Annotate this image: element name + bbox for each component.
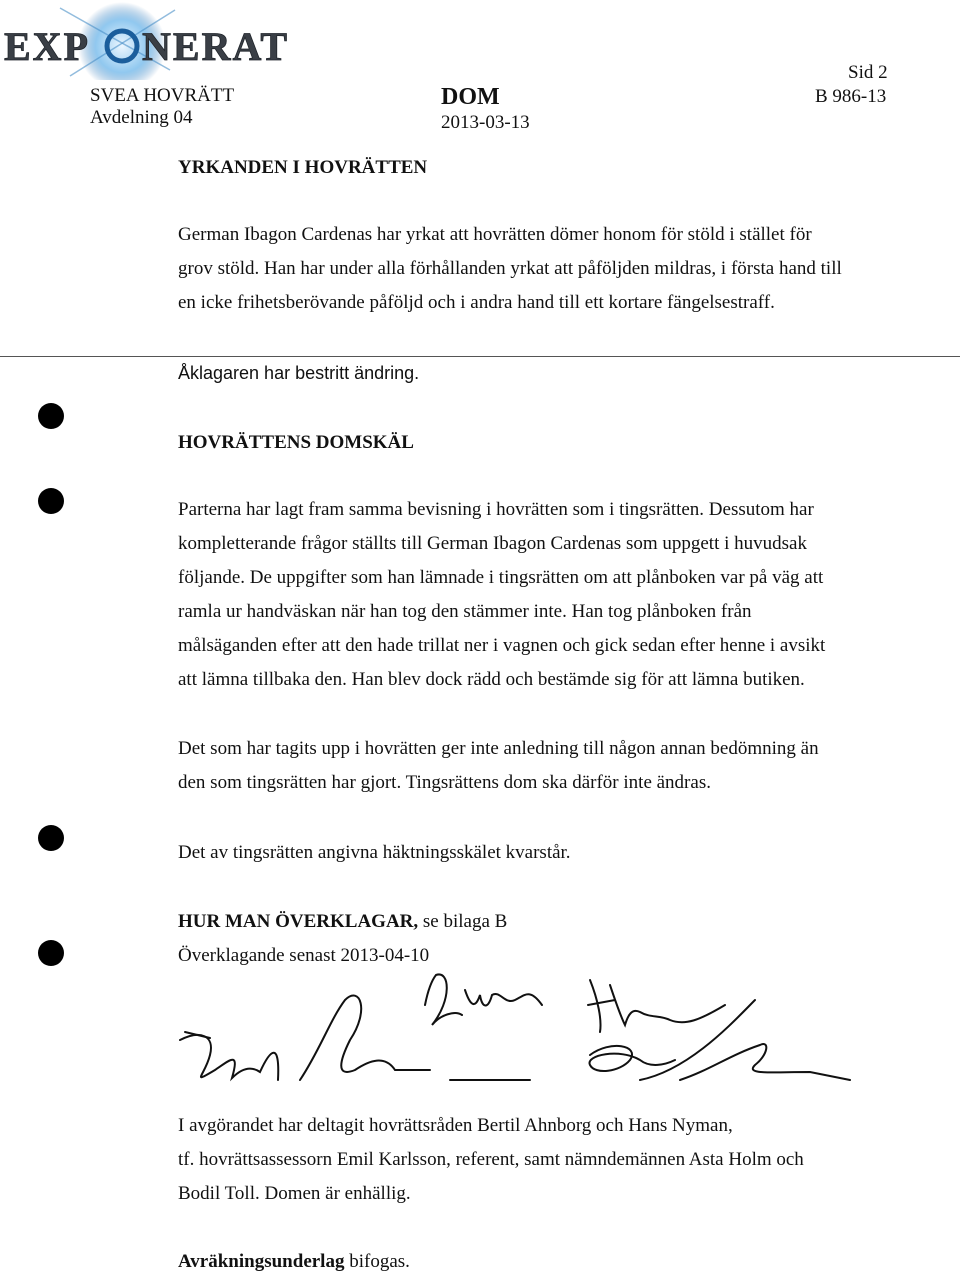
- document-type: DOM: [441, 84, 500, 110]
- detention-line: Det av tingsrätten angivna häktningsskälet kvarstår.: [178, 842, 571, 863]
- attachment-note: [178, 1252, 410, 1271]
- prosecutor-statement: Åklagaren har bestritt ändring.: [178, 363, 420, 383]
- svg-text:EXP: EXP: [4, 24, 90, 69]
- reasons-paragraph-2: [178, 732, 898, 800]
- reasons-line: den som tingsrätten har gjort. Tingsrättens dom ska därför inte ändras.: [178, 772, 711, 793]
- reasons-line: kompletterande frågor ställts till German Ibagon Cardenas som uppgett i huvudsak: [178, 533, 807, 554]
- case-number: B 986-13: [815, 86, 887, 107]
- divider-line: [0, 356, 960, 357]
- reasons-line: Det som har tagits upp i hovrätten ger inte anledning till någon annan bedömning än: [178, 738, 819, 759]
- page-number: Sid 2: [848, 62, 888, 83]
- decision-paragraph: [178, 1109, 898, 1211]
- appeal-heading: [178, 912, 507, 931]
- reasons-line: Parterna har lagt fram samma bevisning i hovrätten som i tingsrätten. Dessutom har: [178, 499, 814, 520]
- reasons-line: målsäganden efter att den hade trillat ner i vagnen och gick sedan efter henne i avsikt: [178, 635, 826, 656]
- document-date: 2013-03-13: [441, 112, 530, 133]
- reasons-line: följande. De uppgifter som han lämnade i tingsrätten om att plånboken var på väg att: [178, 567, 824, 588]
- punch-hole: [38, 940, 64, 966]
- court-name: SVEA HOVRÄTT: [90, 85, 235, 106]
- division: Avdelning 04: [90, 107, 193, 128]
- decision-line: I avgörandet har deltagit hovrättsråden Bertil Ahnborg och Hans Nyman,: [178, 1115, 733, 1136]
- handwritten-signatures: [170, 960, 870, 1110]
- appeal-deadline: Överklagande senast 2013-04-10: [178, 945, 430, 966]
- attachment-rest: bifogas.: [344, 1251, 410, 1272]
- claims-heading: YRKANDEN I HOVRÄTTEN: [178, 157, 428, 178]
- punch-hole: [38, 488, 64, 514]
- claims-line: en icke frihetsberövande påföljd och i andra hand till ett kortare fängelsestraff.: [178, 292, 775, 313]
- decision-line: Bodil Toll. Domen är enhällig.: [178, 1183, 411, 1204]
- claims-paragraph: [178, 218, 898, 320]
- signatures: [170, 960, 870, 1110]
- watermark-logo: [0, 0, 300, 80]
- watermark-logo-graphic: [0, 0, 300, 80]
- reasons-paragraph-1: [178, 493, 898, 697]
- decision-line: tf. hovrättsassessorn Emil Karlsson, referent, samt nämndemännen Asta Holm och: [178, 1149, 804, 1170]
- detention-paragraph: [178, 836, 898, 870]
- reasons-line: ramla ur handväskan när han tog den stämmer inte. Han tog plånboken från: [178, 601, 752, 622]
- punch-hole: [38, 403, 64, 429]
- punch-hole: [38, 825, 64, 851]
- reasons-line: att lämna tillbaka den. Han blev dock rädd och bestämde sig för att lämna butiken.: [178, 669, 805, 690]
- svg-text:NERAT: NERAT: [142, 24, 290, 69]
- claims-line: grov stöld. Han har under alla förhållanden yrkat att påföljden mildras, i första hand till: [178, 258, 842, 279]
- appeal-heading-bold: HUR MAN ÖVERKLAGAR,: [178, 911, 419, 932]
- attachment-bold: Avräkningsunderlag: [178, 1251, 345, 1272]
- appeal-heading-suffix: se bilaga B: [418, 911, 508, 932]
- reasons-heading: HOVRÄTTENS DOMSKÄL: [178, 432, 414, 453]
- claims-line: German Ibagon Cardenas har yrkat att hovrätten dömer honom för stöld i stället för: [178, 224, 812, 245]
